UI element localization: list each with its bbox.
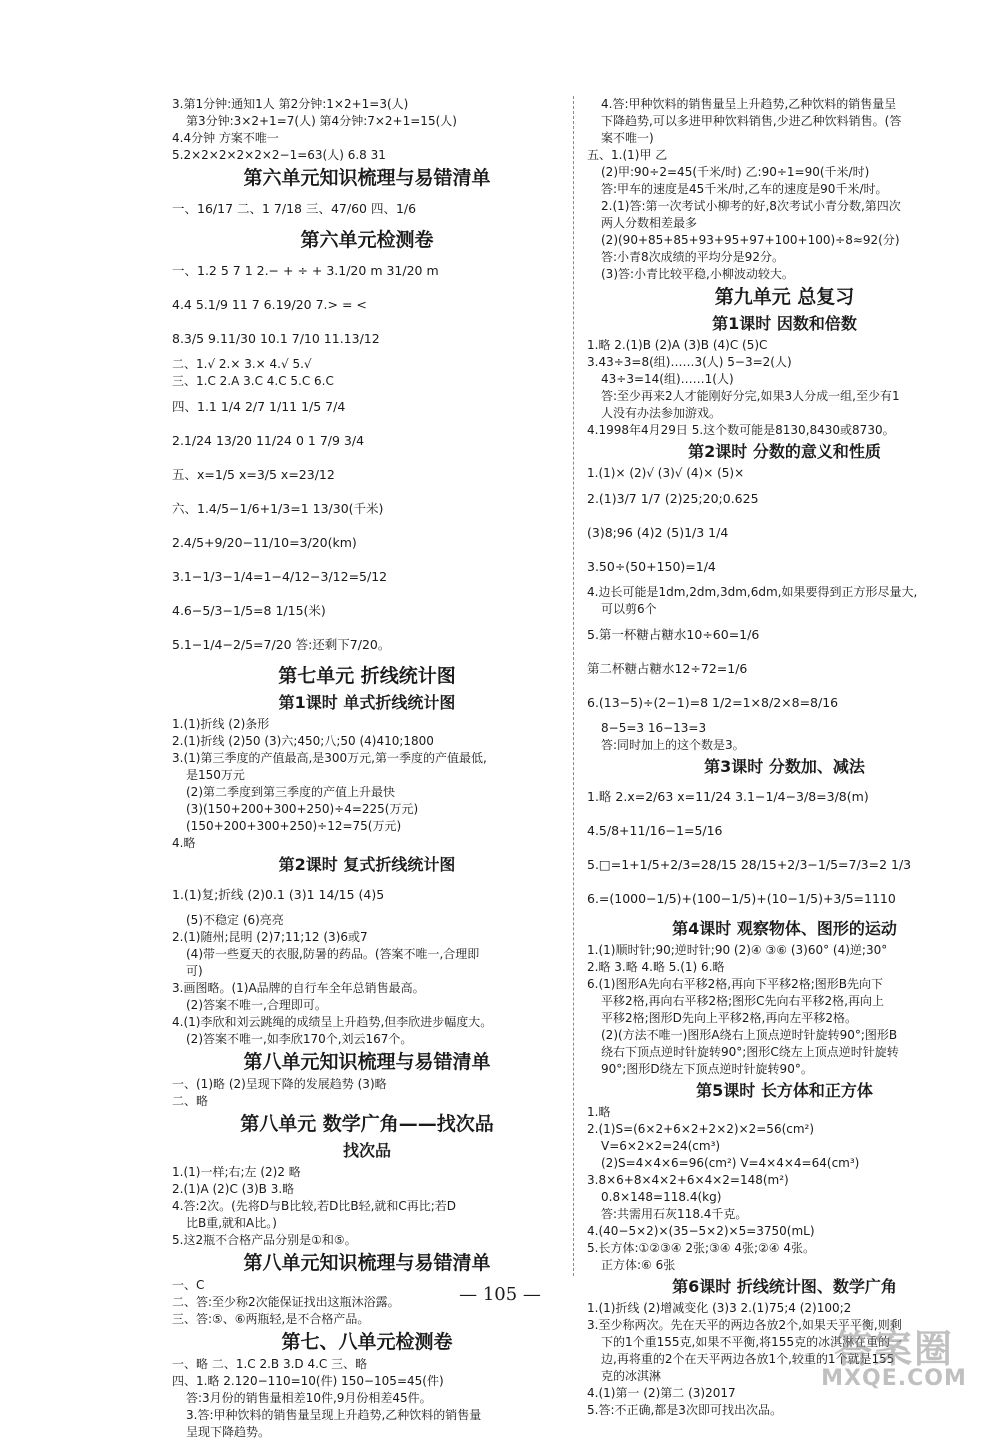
answer-line: 2.(1)折线 (2)50 (3)六;450;八;50 (4)410;1800	[172, 734, 434, 748]
answer-line: 0.8×148=118.4(kg)	[601, 1190, 722, 1204]
answer-line: 答:至少再来2人才能刚好分完,如果3人分成一组,至少有1	[601, 389, 900, 403]
unit-heading: 第九单元 总复习	[714, 286, 855, 308]
answer-line: 3.画图略。(1)A品牌的自行车全年总销售最高。	[172, 981, 425, 995]
answer-line: 可以剪6个	[601, 602, 657, 616]
lesson-heading: 第1课时 单式折线统计图	[278, 693, 456, 712]
answer-line: 1.略	[587, 1105, 611, 1119]
answer-line: 4.4分钟 方案不唯一	[172, 131, 279, 145]
answer-line: 边,再将重的2个在天平两边各放1个,较重的1个就是155	[601, 1352, 895, 1366]
answer-line: 8.3/5 9.11/30 10.1 7/10 11.13/12	[172, 331, 380, 346]
answer-line: 二、1.√ 2.× 3.× 4.√ 5.√	[172, 357, 312, 371]
answer-line: (5)不稳定 (6)亮亮	[186, 913, 284, 927]
answer-line: 2.(1)3/7 1/7 (2)25;20;0.625	[587, 491, 759, 506]
answer-line: 3.1−1/3−1/4=1−4/12−3/12=5/12	[172, 569, 388, 584]
answer-line: 5.长方体:①②③④ 2张;③④ 4张;②④ 4张。	[587, 1241, 815, 1255]
lesson-heading: 第3课时 分数加、减法	[704, 757, 865, 776]
answer-line: 6.(13−5)÷(2−1)=8 1/2=1×8/2×8=8/16	[587, 695, 839, 710]
answer-line: 答:同时加上的这个数是3。	[601, 738, 745, 752]
unit-heading: 第八单元知识梳理与易错清单	[243, 1051, 491, 1073]
answer-line: 答:3月份的销售量相差10件,9月份相差45件。	[186, 1391, 432, 1405]
answer-line: 8−5=3 16−13=3	[601, 721, 707, 735]
answer-line: (2)甲:90÷2=45(千米/时) 乙:90÷1=90(千米/时)	[601, 165, 870, 179]
answer-line: 1.(1)顺时针;90;逆时针;90 (2)④ ③⑥ (3)60° (4)逆;30°	[587, 943, 888, 957]
answer-line: 二、答:至少称2次能保证找出这瓶沐浴露。	[172, 1295, 400, 1309]
answer-line: 4.(1)李欣和刘云跳绳的成绩呈上升趋势,但李欣进步幅度大。	[172, 1015, 493, 1029]
answer-line: 可)	[186, 964, 203, 978]
answer-line: 2.4/5+9/20−11/10=3/20(km)	[172, 535, 357, 550]
answer-line: 1.(1)折线 (2)条形	[172, 717, 270, 731]
answer-line: 3.43÷3=8(组)……3(人) 5−3=2(人)	[587, 355, 792, 369]
answer-line: 90°;图形D绕左下顶点逆时针旋转90°。	[601, 1062, 813, 1076]
answer-line: 6.=(1000−1/5)+(100−1/5)+(10−1/5)+3/5=1110	[587, 891, 896, 906]
answer-line: 一、(1)略 (2)呈现下降的发展趋势 (3)略	[172, 1077, 387, 1091]
answer-line: 5.这2瓶不合格产品分别是①和⑤。	[172, 1233, 357, 1247]
answer-line: 平移2格;图形D先向上平移2格,再向左平移2格。	[601, 1011, 858, 1025]
answer-line: 一、1.2 5 7 1 2.− + ÷ + 3.1/20 m 31/20 m	[172, 263, 439, 278]
answer-line: 5.答:不正确,都是3次即可找出次品。	[587, 1403, 782, 1417]
unit-heading: 第六单元检测卷	[300, 229, 434, 251]
answer-line: 一、16/17 二、1 7/18 三、47/60 四、1/6	[172, 201, 417, 216]
answer-line: (150+200+300+250)÷12=75(万元)	[186, 819, 402, 833]
answer-line: 5.第一杯糖占糖水10÷60=1/6	[587, 627, 760, 642]
answer-line: 6.(1)图形A先向右平移2格,再向下平移2格;图形B先向下	[587, 977, 884, 991]
answer-line: 下的1个重155克,如果不平衡,将155克的冰淇淋在重的一	[601, 1335, 903, 1349]
answer-line: 43÷3=14(组)……1(人)	[601, 372, 734, 386]
answer-line: 正方体:⑥ 6张	[601, 1258, 676, 1272]
page-number: — 105 —	[459, 1284, 541, 1305]
answer-line: 3.(1)第三季度的产值最高,是300万元,第一季度的产值最低,	[172, 751, 487, 765]
answer-line: 1.略 2.(1)B (2)A (3)B (4)C (5)C	[587, 338, 768, 352]
answer-line: 克的冰淇淋	[601, 1369, 662, 1383]
answer-line: (2)答案不唯一,合理即可。	[186, 998, 327, 1012]
answer-line: 2.(1)S=(6×2+6×2+2×2)×2=56(cm²)	[587, 1122, 815, 1136]
lesson-heading: 第4课时 观察物体、图形的运动	[672, 919, 897, 938]
unit-heading: 第七单元 折线统计图	[278, 665, 456, 687]
left-column	[172, 96, 562, 1441]
answer-line: (2)(方法不唯一)图形A绕右上顶点逆时针旋转90°;图形B	[601, 1028, 898, 1042]
answer-line: 1.(1)× (2)√ (3)√ (4)× (5)×	[587, 466, 745, 480]
answer-line: 4.(40−5×2)×(35−5×2)×5=3750(mL)	[587, 1224, 815, 1238]
column-divider	[573, 96, 574, 1276]
watermark-url: MXQE.COM	[821, 1366, 967, 1391]
answer-line: 下降趋势,可以多进甲种饮料销售,少进乙种饮料销售。(答	[601, 114, 902, 128]
answer-line: 平移2格,再向右平移2格;图形C先向右平移2格,再向上	[601, 994, 884, 1008]
answer-line: 4.4 5.1/9 11 7 6.19/20 7.> = <	[172, 297, 367, 312]
answer-line: 三、1.C 2.A 3.C 4.C 5.C 6.C	[172, 374, 334, 388]
answer-line: 3.至少称两次。先在天平的两边各放2个,如果天平平衡,则剩	[587, 1318, 902, 1332]
answer-line: 一、C	[172, 1278, 205, 1292]
answer-line: (2)第二季度到第三季度的产值上升最快	[186, 785, 395, 799]
answer-line: 5.1−1/4−2/5=7/20 答:还剩下7/20。	[172, 637, 391, 652]
answer-line: 两人分数相差最多	[601, 216, 698, 230]
lesson-heading: 第2课时 分数的意义和性质	[688, 442, 881, 461]
answer-line: 2.(1)A (2)C (3)B 3.略	[172, 1182, 295, 1196]
answer-line: 绕右下顶点逆时针旋转90°;图形C绕左上顶点逆时针旋转	[601, 1045, 899, 1059]
answer-line: (3)答:小青比较平稳,小柳波动较大。	[601, 267, 794, 281]
answer-line: 5.□=1+1/5+2/3=28/15 28/15+2/3−1/5=7/3=2 1/3	[587, 857, 912, 872]
watermark-logo-text: 答案圈	[833, 1327, 954, 1371]
answer-line: (2)S=4×4×6=96(cm²) V=4×4×4=64(cm³)	[601, 1156, 860, 1170]
answer-line: 四、1.1 1/4 2/7 1/11 1/5 7/4	[172, 399, 346, 414]
answer-line: 5.2×2×2×2×2×2−1=63(人) 6.8 31	[172, 148, 386, 162]
answer-line: 1.(1)复;折线 (2)0.1 (3)1 14/15 (4)5	[172, 887, 385, 902]
answer-line: 第二杯糖占糖水12÷72=1/6	[587, 661, 748, 676]
answer-line: 比B重,就和A比。)	[186, 1216, 277, 1230]
lesson-heading: 第2课时 复式折线统计图	[278, 855, 456, 874]
answer-line: 2.(1)答:第一次考试小柳考的好,8次考试小青分数,第四次	[601, 199, 901, 213]
answer-line: 第3分钟:3×2+1=7(人) 第4分钟:7×2+1=15(人)	[186, 114, 457, 128]
answer-line: 1.(1)一样;右;左 (2)2 略	[172, 1165, 301, 1179]
unit-heading: 第八单元 数学广角——找次品	[240, 1113, 494, 1135]
answer-line: 二、略	[172, 1094, 209, 1108]
answer-line: 一、略 二、1.C 2.B 3.D 4.C 三、略	[172, 1357, 368, 1371]
answer-line: 4.1998年4月29日 5.这个数可能是8130,8430或8730。	[587, 423, 895, 437]
answer-line: 2.(1)随州;昆明 (2)7;11;12 (3)6或7	[172, 930, 368, 944]
lesson-heading: 找次品	[342, 1141, 391, 1160]
lesson-heading: 第6课时 折线统计图、数学广角	[672, 1277, 897, 1296]
answer-line: 呈现下降趋势。	[186, 1425, 271, 1439]
answer-line: 2.略 3.略 4.略 5.(1) 6.略	[587, 960, 725, 974]
right-column	[587, 96, 982, 1419]
answer-line: 4.边长可能是1dm,2dm,3dm,6dm,如果要得到正方形尽量大,	[587, 585, 918, 599]
answer-line: (2)答案不唯一,如李欣170个,刘云167个。	[186, 1032, 413, 1046]
watermark-logo	[800, 1318, 988, 1396]
answer-line: (3)(150+200+300+250)÷4=225(万元)	[186, 802, 419, 816]
unit-heading: 第八单元知识梳理与易错清单	[243, 1252, 491, 1274]
answer-line: 五、1.(1)甲 乙	[587, 148, 668, 162]
answer-line: 五、x=1/5 x=3/5 x=23/12	[172, 467, 335, 482]
answer-line: V=6×2×2=24(cm³)	[601, 1139, 721, 1153]
answer-line: 答:小青8次成绩的平均分是92分。	[601, 250, 784, 264]
answer-line: 4.略	[172, 836, 196, 850]
answer-line: 人没有办法参加游戏。	[601, 406, 722, 420]
answer-line: 3.8×6+8×4×2+6×4×2=148(m²)	[587, 1173, 789, 1187]
lesson-heading: 第5课时 长方体和正方体	[696, 1081, 873, 1100]
answer-line: 1.(1)折线 (2)增减变化 (3)3 2.(1)75;4 (2)100;2	[587, 1301, 852, 1315]
answer-line: (3)8;96 (4)2 (5)1/3 1/4	[587, 525, 729, 540]
answer-line: 四、1.略 2.120−110=10(件) 150−105=45(件)	[172, 1374, 444, 1388]
lesson-heading: 第1课时 因数和倍数	[712, 314, 857, 333]
answer-line: 3.答:甲种饮料的销售量呈现上升趋势,乙种饮料的销售量	[186, 1408, 482, 1422]
answer-line: 4.答:甲种饮料的销售量呈上升趋势,乙种饮料的销售量呈	[601, 97, 897, 111]
unit-heading: 第七、八单元检测卷	[281, 1331, 453, 1353]
answer-line: 4.答:2次。(先将D与B比较,若D比B轻,就和C再比;若D	[172, 1199, 457, 1213]
answer-line: 1.略 2.x=2/63 x=11/24 3.1−1/4−3/8=3/8(m)	[587, 789, 869, 804]
answer-line: 六、1.4/5−1/6+1/3=1 13/30(千米)	[172, 501, 384, 516]
unit-heading: 第六单元知识梳理与易错清单	[243, 167, 491, 189]
answer-line: 是150万元	[186, 768, 245, 782]
answer-line: 三、答:⑤、⑥两瓶轻,是不合格产品。	[172, 1312, 370, 1326]
answer-line: 3.50÷(50+150)=1/4	[587, 559, 716, 574]
answer-line: 案不唯一)	[601, 131, 654, 145]
answer-line: 答:共需用石灰118.4千克。	[601, 1207, 748, 1221]
answer-line: (2)(90+85+85+93+95+97+100+100)÷8≈92(分)	[601, 233, 900, 247]
answer-line: 4.(1)第一 (2)第二 (3)2017	[587, 1386, 736, 1400]
answer-line: 2.1/24 13/20 11/24 0 1 7/9 3/4	[172, 433, 365, 448]
answer-line: 3.第1分钟:通知1人 第2分钟:1×2+1=3(人)	[172, 97, 409, 111]
answer-line: 4.6−5/3−1/5=8 1/15(米)	[172, 603, 326, 618]
answer-line: 4.5/8+11/16−1=5/16	[587, 823, 723, 838]
answer-line: 答:甲车的速度是45千米/时,乙车的速度是90千米/时。	[601, 182, 888, 196]
answer-line: (4)带一些夏天的衣服,防暑的药品。(答案不唯一,合理即	[186, 947, 480, 961]
